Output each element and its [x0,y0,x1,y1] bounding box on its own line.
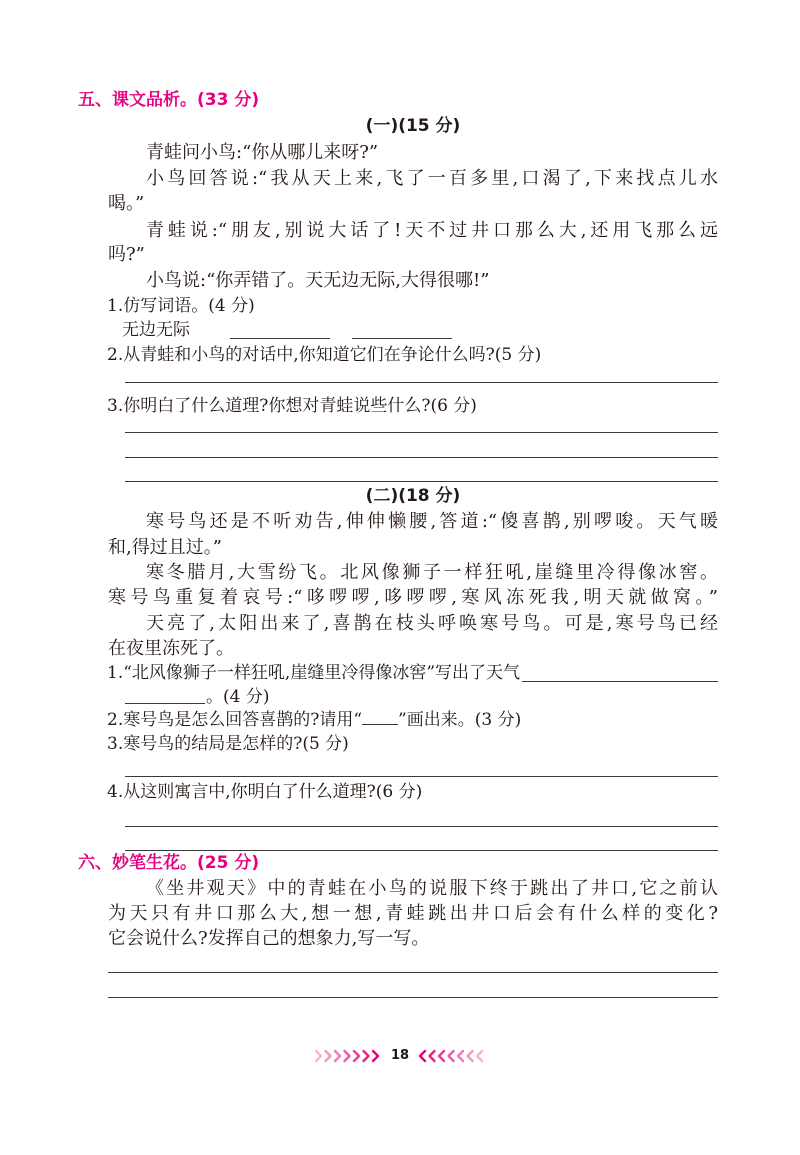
answer-blank [522,680,718,682]
passage-line: 小鸟说:“你弄错了。天无边无际,大得很哪!” [146,270,490,291]
chevron-left-icon [458,1051,463,1061]
chevron-right-icon [316,1051,321,1061]
answer-blank [352,338,452,339]
example-word: 无边无际 [122,320,190,340]
answer-line [125,457,718,458]
part-2-question-2 [107,708,521,733]
section-5-title: 五、课文品析。(33 分) [78,90,260,110]
part-2-question-4: 4.从这则寓言中,你明白了什么道理?(6 分) [107,782,423,802]
chevron-right-icon [364,1051,369,1061]
part-1-title: (一)(15 分) [365,116,461,136]
chevron-left-icon [439,1051,444,1061]
passage-line: 寒冬腊月,大雪纷飞。北风像狮子一样狂吼,崖缝里冷得像冰窖。 [146,562,718,583]
passage-line: 小鸟回答说:“我从天上来,飞了一百多里,口渴了,下来找点儿水 [146,168,718,189]
passage-line: 和,得过且过。” [108,537,222,558]
chevrons-left-icon [416,1046,488,1066]
chevron-right-icon [326,1051,331,1061]
writing-line [108,997,718,998]
passage-line: 喝。” [108,193,145,214]
chevron-left-icon [477,1051,482,1061]
writing-line [108,972,718,973]
part-2-title: (二)(18 分) [365,486,461,506]
answer-line [125,432,718,433]
part-1-question-3: 3.你明白了什么道理?你想对青蛙说些什么?(6 分) [107,396,477,416]
chevron-right-icon [354,1051,359,1061]
answer-line [125,776,718,777]
chevron-left-icon [449,1051,454,1061]
chevron-right-icon [335,1051,340,1061]
passage-line: 寒号鸟还是不听劝告,伸伸懒腰,答道:“傻喜鹊,别啰唆。天气暖 [146,511,718,532]
part-1-question-2: 2.从青蛙和小鸟的对话中,你知道它们在争论什么吗?(5 分) [107,345,542,365]
passage-line: 吗?” [108,244,145,265]
part-2-question-3: 3.寒号鸟的结局是怎样的?(5 分) [107,734,349,754]
question-score: 。(4 分) [206,687,270,707]
section-6-title: 六、妙笔生花。(25 分) [78,853,260,873]
passage-line: 青蛙问小鸟:“你从哪儿来呀?” [146,142,379,163]
page-number: 18 [390,1048,410,1063]
answer-blank [125,703,205,704]
prompt-line: 它会说什么?发挥自己的想象力,写一写。 [108,928,430,949]
part-1-question-1: 1.仿写词语。(4 分) [107,296,255,316]
passage-line: 寒号鸟重复着哀号:“哆啰啰,哆啰啰,寒风冻死我,明天就做窝。” [108,587,718,608]
part-2-question-1 [107,661,718,686]
question-text: 2.寒号鸟是怎么回答喜鹊的?请用“ [107,710,363,730]
chevron-left-icon [430,1051,435,1061]
answer-blank [230,338,330,339]
chevron-right-icon [345,1051,350,1061]
passage-line: 青蛙说:“朋友,别说大话了!天不过井口那么大,还用飞那么远 [146,220,718,241]
chevron-left-icon [420,1051,425,1061]
answer-line [125,826,718,827]
chevron-left-icon [468,1051,473,1061]
prompt-line: 《坐井观天》中的青蛙在小鸟的说服下终于跳出了井口,它之前认 [146,878,718,899]
prompt-line: 为天只有井口那么大,想一想,青蛙跳出井口后会有什么样的变化? [108,903,718,924]
passage-line: 在夜里冻死了。 [108,638,234,659]
underline-sample [362,708,398,725]
chevrons-right-icon [312,1046,384,1066]
question-text: ”画出来。(3 分) [398,710,522,730]
answer-line [125,481,718,482]
question-text: 1.“北风像狮子一样狂吼,崖缝里冷得像冰窖”写出了天气 [107,663,521,683]
chevron-right-icon [373,1051,378,1061]
answer-line [125,382,718,383]
passage-line: 天亮了,太阳出来了,喜鹊在枝头呼唤寒号鸟。可是,寒号鸟已经 [146,613,718,634]
